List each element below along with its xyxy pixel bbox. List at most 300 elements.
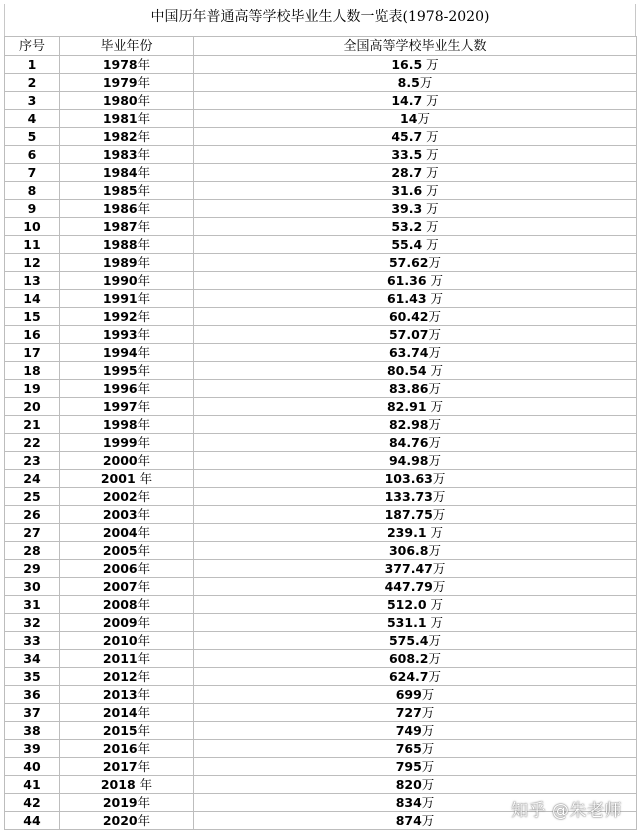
row-year-cell xyxy=(60,812,194,830)
header-index: 序号 xyxy=(5,37,60,56)
row-index: 35 xyxy=(5,668,60,686)
row-year: 1991 xyxy=(102,291,138,306)
row-count-cell xyxy=(194,542,637,560)
row-index: 15 xyxy=(5,308,60,326)
row-count-unit: 万 xyxy=(428,309,442,324)
row-count-cell xyxy=(194,290,637,308)
row-year-cell xyxy=(60,362,194,380)
row-count-cell xyxy=(194,434,637,452)
row-count-cell xyxy=(194,650,637,668)
row-year-suffix: 年 xyxy=(137,669,151,684)
row-year-cell xyxy=(60,290,194,308)
row-count-unit: 万 xyxy=(426,525,444,540)
row-count-cell xyxy=(194,704,637,722)
row-year-cell xyxy=(60,614,194,632)
table-row xyxy=(5,326,637,344)
row-year: 1979 xyxy=(102,75,138,90)
row-year-suffix: 年 xyxy=(137,363,151,378)
row-count-cell xyxy=(194,182,637,200)
row-year: 2018 xyxy=(100,777,136,792)
row-count-unit: 万 xyxy=(421,741,435,756)
row-year-suffix: 年 xyxy=(137,201,151,216)
row-count-cell xyxy=(194,452,637,470)
row-year-cell xyxy=(60,308,194,326)
row-year: 2000 xyxy=(102,453,138,468)
row-year: 2003 xyxy=(102,507,138,522)
row-count-unit: 万 xyxy=(432,507,446,522)
table-row xyxy=(5,758,637,776)
table-row xyxy=(5,470,637,488)
row-count: 14 xyxy=(400,111,418,126)
row-count: 239.1 xyxy=(386,525,427,540)
row-count-cell xyxy=(194,524,637,542)
row-count-unit: 万 xyxy=(428,669,442,684)
row-count: 84.76 xyxy=(388,435,429,450)
row-count: 31.6 xyxy=(391,183,423,198)
row-count: 727 xyxy=(395,705,422,720)
row-count-unit: 万 xyxy=(422,129,439,144)
row-count-cell xyxy=(194,128,637,146)
row-count-cell xyxy=(194,398,637,416)
row-year-suffix: 年 xyxy=(137,723,151,738)
row-index: 13 xyxy=(5,272,60,290)
row-count-cell xyxy=(194,686,637,704)
row-index: 10 xyxy=(5,218,60,236)
row-index: 2 xyxy=(5,74,60,92)
row-year: 1985 xyxy=(102,183,138,198)
row-count: 187.75 xyxy=(384,507,433,522)
row-count-cell xyxy=(194,380,637,398)
row-count: 834 xyxy=(395,795,422,810)
table-row xyxy=(5,146,637,164)
row-index: 25 xyxy=(5,488,60,506)
row-count-unit: 万 xyxy=(432,489,446,504)
table-row xyxy=(5,218,637,236)
row-count-unit: 万 xyxy=(421,687,435,702)
row-count-unit: 万 xyxy=(426,291,444,306)
row-index: 9 xyxy=(5,200,60,218)
row-year-suffix: 年 xyxy=(137,687,151,702)
row-year-cell xyxy=(60,758,194,776)
row-index: 17 xyxy=(5,344,60,362)
row-year-suffix: 年 xyxy=(137,615,151,630)
table-row xyxy=(5,92,637,110)
row-year-suffix: 年 xyxy=(137,507,151,522)
row-year-suffix: 年 xyxy=(137,75,151,90)
graduates-table-sheet xyxy=(4,4,636,830)
row-count: 531.1 xyxy=(386,615,427,630)
row-year-cell xyxy=(60,254,194,272)
row-year-cell xyxy=(60,596,194,614)
row-count-cell xyxy=(194,506,637,524)
row-index: 26 xyxy=(5,506,60,524)
table-row xyxy=(5,578,637,596)
row-count: 14.7 xyxy=(391,93,423,108)
row-year-cell xyxy=(60,704,194,722)
row-count-unit: 万 xyxy=(428,255,442,270)
row-year-suffix: 年 xyxy=(137,705,151,720)
row-index: 7 xyxy=(5,164,60,182)
row-year-suffix: 年 xyxy=(137,219,151,234)
row-year-cell xyxy=(60,524,194,542)
table-row xyxy=(5,488,637,506)
row-year-suffix: 年 xyxy=(137,741,151,756)
row-year: 2009 xyxy=(102,615,138,630)
table-row xyxy=(5,344,637,362)
row-count-unit: 万 xyxy=(428,633,442,648)
row-count-unit: 万 xyxy=(422,183,439,198)
row-count-cell xyxy=(194,776,637,794)
row-count-unit: 万 xyxy=(422,147,439,162)
row-count: 80.54 xyxy=(386,363,427,378)
row-year-cell xyxy=(60,164,194,182)
table-row xyxy=(5,182,637,200)
table-row xyxy=(5,110,637,128)
row-index: 16 xyxy=(5,326,60,344)
row-count: 377.47 xyxy=(384,561,433,576)
row-count-unit: 万 xyxy=(422,237,439,252)
row-year: 1998 xyxy=(102,417,138,432)
row-year-suffix: 年 xyxy=(137,651,151,666)
zhihu-watermark: 知乎 @朱老师 xyxy=(511,801,622,821)
table-row xyxy=(5,704,637,722)
row-year-cell xyxy=(60,776,194,794)
row-index: 42 xyxy=(5,794,60,812)
row-year: 2010 xyxy=(102,633,138,648)
row-count-cell xyxy=(194,326,637,344)
table-row xyxy=(5,596,637,614)
row-count-unit: 万 xyxy=(421,705,435,720)
row-count-unit: 万 xyxy=(421,777,435,792)
row-count: 749 xyxy=(395,723,422,738)
row-index: 11 xyxy=(5,236,60,254)
row-year-suffix: 年 xyxy=(137,273,151,288)
row-year-cell xyxy=(60,74,194,92)
row-year-suffix: 年 xyxy=(137,597,151,612)
table-row xyxy=(5,452,637,470)
row-year-cell xyxy=(60,92,194,110)
row-year: 2006 xyxy=(102,561,138,576)
row-index: 40 xyxy=(5,758,60,776)
row-year-cell xyxy=(60,542,194,560)
row-year: 2013 xyxy=(102,687,138,702)
row-count-unit: 万 xyxy=(426,273,444,288)
row-count: 33.5 xyxy=(391,147,423,162)
row-count-cell xyxy=(194,272,637,290)
row-year: 2007 xyxy=(102,579,138,594)
row-count-cell xyxy=(194,614,637,632)
row-year-cell xyxy=(60,722,194,740)
row-count-cell xyxy=(194,308,637,326)
row-year-suffix: 年 xyxy=(137,525,151,540)
row-count: 16.5 xyxy=(391,57,423,72)
row-index: 29 xyxy=(5,560,60,578)
table-row xyxy=(5,290,637,308)
row-count: 306.8 xyxy=(388,543,429,558)
row-count-cell xyxy=(194,488,637,506)
table-title: 中国历年普通高等学校毕业生人数一览表(1978-2020) xyxy=(4,4,636,36)
row-count-cell xyxy=(194,110,637,128)
row-year-cell xyxy=(60,506,194,524)
row-count-cell xyxy=(194,596,637,614)
row-count-unit: 万 xyxy=(422,165,439,180)
table-row xyxy=(5,614,637,632)
header-year: 毕业年份 xyxy=(60,37,194,56)
row-year: 1996 xyxy=(102,381,138,396)
row-index: 34 xyxy=(5,650,60,668)
table-row xyxy=(5,524,637,542)
row-year-suffix: 年 xyxy=(137,255,151,270)
row-year: 2011 xyxy=(102,651,138,666)
row-index: 37 xyxy=(5,704,60,722)
row-count-unit: 万 xyxy=(422,93,439,108)
row-count: 61.36 xyxy=(386,273,427,288)
row-year-suffix: 年 xyxy=(137,795,151,810)
row-index: 12 xyxy=(5,254,60,272)
row-count-unit: 万 xyxy=(426,399,444,414)
row-year-cell xyxy=(60,488,194,506)
row-year-suffix: 年 xyxy=(137,93,151,108)
row-year: 1995 xyxy=(102,363,138,378)
row-count: 55.4 xyxy=(391,237,423,252)
row-index: 38 xyxy=(5,722,60,740)
row-count: 575.4 xyxy=(388,633,429,648)
row-year-cell xyxy=(60,146,194,164)
row-index: 3 xyxy=(5,92,60,110)
row-count-unit: 万 xyxy=(426,597,444,612)
row-count-unit: 万 xyxy=(428,453,442,468)
row-count-cell xyxy=(194,164,637,182)
table-row xyxy=(5,632,637,650)
row-count: 103.63 xyxy=(384,471,433,486)
row-index: 6 xyxy=(5,146,60,164)
row-year-cell xyxy=(60,668,194,686)
row-year-cell xyxy=(60,218,194,236)
row-index: 27 xyxy=(5,524,60,542)
row-year-cell xyxy=(60,650,194,668)
row-year-cell xyxy=(60,686,194,704)
row-count-unit: 万 xyxy=(422,57,439,72)
row-count-cell xyxy=(194,722,637,740)
row-count: 133.73 xyxy=(384,489,433,504)
table-row xyxy=(5,164,637,182)
row-year: 2015 xyxy=(102,723,138,738)
row-year-suffix: 年 xyxy=(137,147,151,162)
row-index: 36 xyxy=(5,686,60,704)
row-count-unit: 万 xyxy=(428,651,442,666)
row-year: 1982 xyxy=(102,129,138,144)
row-index: 8 xyxy=(5,182,60,200)
row-count-unit: 万 xyxy=(428,327,442,342)
table-row xyxy=(5,380,637,398)
row-index: 18 xyxy=(5,362,60,380)
row-year: 1984 xyxy=(102,165,138,180)
row-index: 1 xyxy=(5,56,60,74)
row-index: 19 xyxy=(5,380,60,398)
row-count: 57.07 xyxy=(388,327,429,342)
row-count-cell xyxy=(194,758,637,776)
row-year: 1988 xyxy=(102,237,138,252)
row-count-unit: 万 xyxy=(421,723,435,738)
row-year-suffix: 年 xyxy=(137,183,151,198)
row-count-unit: 万 xyxy=(432,471,446,486)
row-year-cell xyxy=(60,578,194,596)
table-row xyxy=(5,650,637,668)
table-row xyxy=(5,776,637,794)
row-count-cell xyxy=(194,344,637,362)
row-year: 1989 xyxy=(102,255,138,270)
table-row xyxy=(5,668,637,686)
table-row xyxy=(5,434,637,452)
row-count-unit: 万 xyxy=(428,435,442,450)
row-year: 1997 xyxy=(102,399,138,414)
row-count-unit: 万 xyxy=(432,561,446,576)
row-year-cell xyxy=(60,398,194,416)
table-row xyxy=(5,236,637,254)
row-index: 39 xyxy=(5,740,60,758)
row-index: 28 xyxy=(5,542,60,560)
table-row xyxy=(5,128,637,146)
row-count-unit: 万 xyxy=(422,201,439,216)
row-year-cell xyxy=(60,380,194,398)
row-count-unit: 万 xyxy=(421,795,435,810)
row-count-cell xyxy=(194,236,637,254)
row-count-unit: 万 xyxy=(428,417,442,432)
table-row xyxy=(5,362,637,380)
row-year: 1986 xyxy=(102,201,138,216)
table-row xyxy=(5,254,637,272)
row-count-cell xyxy=(194,74,637,92)
row-count: 82.91 xyxy=(386,399,427,414)
row-count-unit: 万 xyxy=(419,75,433,90)
row-count-cell xyxy=(194,668,637,686)
row-year: 1987 xyxy=(102,219,138,234)
row-year-suffix: 年 xyxy=(137,813,151,828)
table-row xyxy=(5,542,637,560)
row-count: 512.0 xyxy=(386,597,427,612)
row-year-suffix: 年 xyxy=(137,111,151,126)
row-count: 624.7 xyxy=(388,669,429,684)
row-count-cell xyxy=(194,632,637,650)
table-row xyxy=(5,398,637,416)
row-year: 1999 xyxy=(102,435,138,450)
row-count: 39.3 xyxy=(391,201,423,216)
row-year-cell xyxy=(60,110,194,128)
row-year-cell xyxy=(60,56,194,74)
row-year-suffix: 年 xyxy=(137,57,151,72)
row-count: 28.7 xyxy=(391,165,423,180)
row-year-suffix: 年 xyxy=(137,237,151,252)
row-index: 33 xyxy=(5,632,60,650)
row-count: 83.86 xyxy=(388,381,429,396)
row-year-cell xyxy=(60,416,194,434)
row-year-suffix: 年 xyxy=(137,435,151,450)
row-count-cell xyxy=(194,92,637,110)
row-count-cell xyxy=(194,470,637,488)
row-year: 2019 xyxy=(102,795,138,810)
table-row xyxy=(5,722,637,740)
row-year: 1981 xyxy=(102,111,138,126)
row-count-cell xyxy=(194,200,637,218)
row-count-cell xyxy=(194,362,637,380)
row-year-suffix: 年 xyxy=(137,129,151,144)
row-index: 4 xyxy=(5,110,60,128)
row-count-cell xyxy=(194,254,637,272)
table-row xyxy=(5,200,637,218)
row-year-cell xyxy=(60,236,194,254)
row-year-cell xyxy=(60,182,194,200)
row-index: 22 xyxy=(5,434,60,452)
row-year-cell xyxy=(60,128,194,146)
row-index: 21 xyxy=(5,416,60,434)
row-year-cell xyxy=(60,344,194,362)
row-year-suffix: 年 xyxy=(137,579,151,594)
row-year: 1994 xyxy=(102,345,138,360)
row-year-suffix: 年 xyxy=(137,543,151,558)
row-index: 24 xyxy=(5,470,60,488)
row-year: 2008 xyxy=(102,597,138,612)
row-year-suffix: 年 xyxy=(137,759,151,774)
row-count-unit: 万 xyxy=(426,363,444,378)
row-count-unit: 万 xyxy=(421,813,435,828)
row-year: 2004 xyxy=(102,525,138,540)
header-count: 全国高等学校毕业生人数 xyxy=(194,37,637,56)
row-count-unit: 万 xyxy=(417,111,430,126)
row-year-suffix: 年 xyxy=(137,489,151,504)
row-year-cell xyxy=(60,470,194,488)
row-count-unit: 万 xyxy=(432,579,446,594)
row-count-unit: 万 xyxy=(428,381,442,396)
row-count: 57.62 xyxy=(388,255,429,270)
row-count-unit: 万 xyxy=(428,345,442,360)
row-count-unit: 万 xyxy=(428,543,442,558)
row-count-unit: 万 xyxy=(421,759,435,774)
table-row xyxy=(5,56,637,74)
row-year-suffix: 年 xyxy=(137,399,151,414)
row-year-cell xyxy=(60,272,194,290)
row-year-suffix: 年 xyxy=(137,327,151,342)
row-index: 20 xyxy=(5,398,60,416)
row-year-cell xyxy=(60,326,194,344)
table-row xyxy=(5,272,637,290)
row-count-unit: 万 xyxy=(426,615,444,630)
row-count: 608.2 xyxy=(388,651,429,666)
row-year: 2012 xyxy=(102,669,138,684)
row-count-cell xyxy=(194,740,637,758)
row-count: 61.43 xyxy=(386,291,427,306)
row-year-cell xyxy=(60,452,194,470)
row-year-suffix: 年 xyxy=(135,471,153,486)
table-row xyxy=(5,560,637,578)
row-index: 14 xyxy=(5,290,60,308)
row-year: 1993 xyxy=(102,327,138,342)
row-year: 2005 xyxy=(102,543,138,558)
row-index: 30 xyxy=(5,578,60,596)
row-index: 23 xyxy=(5,452,60,470)
row-year: 2002 xyxy=(102,489,138,504)
row-count-cell xyxy=(194,146,637,164)
row-year: 2020 xyxy=(102,813,138,828)
row-year-suffix: 年 xyxy=(137,633,151,648)
row-year-suffix: 年 xyxy=(137,309,151,324)
row-count-cell xyxy=(194,218,637,236)
row-year-suffix: 年 xyxy=(137,345,151,360)
row-year-suffix: 年 xyxy=(137,165,151,180)
row-year-suffix: 年 xyxy=(137,561,151,576)
row-year: 2014 xyxy=(102,705,138,720)
row-index: 31 xyxy=(5,596,60,614)
table-row xyxy=(5,506,637,524)
